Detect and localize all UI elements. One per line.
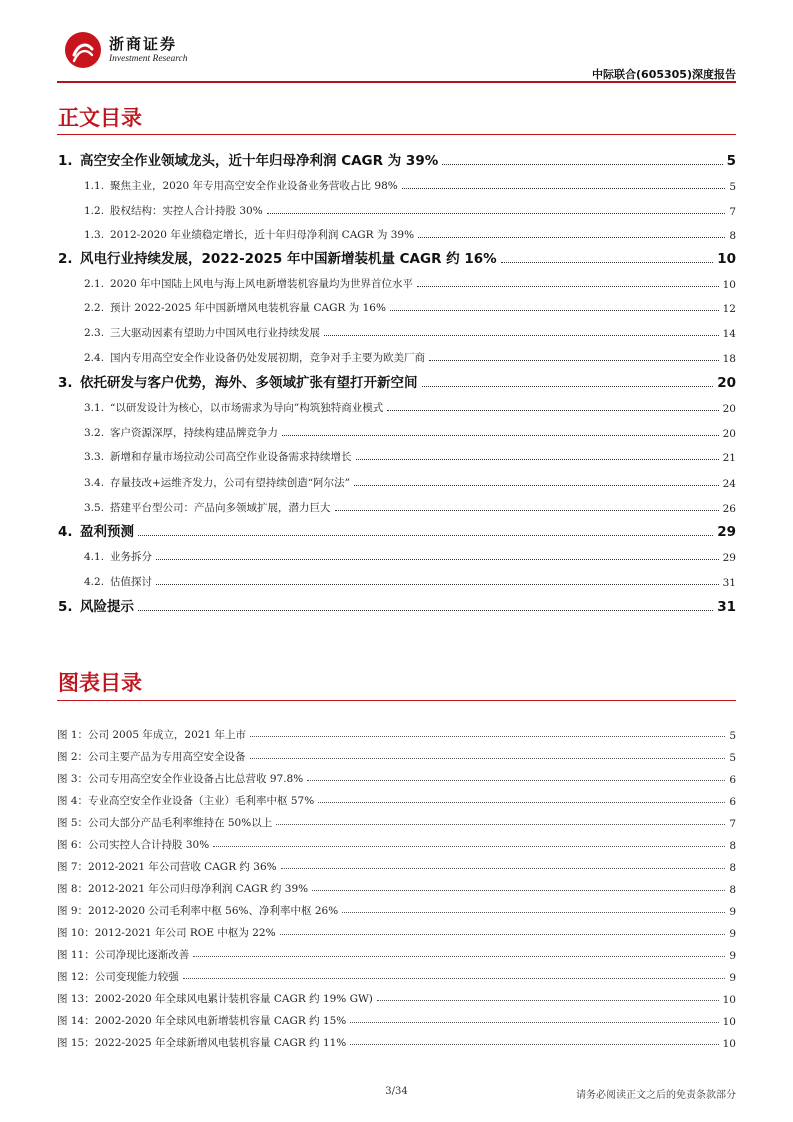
toc-subsection-label: 预计 2022-2025 年中国新增风电装机容量 CAGR 为 16% (110, 302, 386, 314)
toc-page-number: 31 (722, 577, 736, 589)
toc-subsection-2-2[interactable] (84, 295, 736, 315)
toc-leader (280, 934, 726, 935)
toc-section-number: 2. (58, 251, 73, 267)
toc-subsection-label: 存量技改+运维齐发力，公司有望持续创造“阿尔法” (110, 477, 351, 489)
toc-page-number: 5 (726, 153, 736, 169)
toc-subsection-number: 3.2. (84, 427, 105, 439)
figure-entry-12[interactable] (57, 964, 736, 984)
toc-page-number: 12 (722, 303, 736, 315)
toc-subsection-2-3[interactable] (84, 320, 736, 340)
figure-entry-7[interactable] (57, 854, 736, 874)
toc-leader (307, 780, 725, 781)
toc-page-number: 18 (722, 353, 736, 365)
figure-entry-label: 图 8：2012-2021 年公司归母净利润 CAGR 约 39% (57, 883, 309, 895)
toc-subsection-4-1[interactable] (84, 544, 736, 564)
figure-entry-10[interactable] (57, 920, 736, 940)
toc-leader (281, 868, 726, 869)
figure-entry-label: 图 13：2002-2020 年全球风电累计装机容量 CAGR 约 19% GW) (57, 993, 373, 1005)
toc-subsection-label: 客户资源深厚，持续构建品牌竞争力 (110, 427, 278, 439)
toc-subsection-label: 业务拆分 (110, 551, 152, 563)
figure-entry-label: 图 6：公司实控人合计持股 30% (57, 839, 210, 851)
figure-entry-page: 9 (729, 906, 736, 918)
toc-page-number: 5 (729, 181, 736, 193)
toc-subsection-number: 2.1. (84, 278, 105, 290)
toc-leader (213, 846, 725, 847)
toc-subsection-number: 3.5. (84, 502, 105, 514)
toc-section-label: 高空安全作业领域龙头，近十年归母净利润 CAGR 为 39% (80, 153, 439, 169)
toc-leader (350, 1022, 718, 1023)
figure-entry-15[interactable] (57, 1030, 736, 1050)
toc-section-number: 4. (58, 524, 73, 540)
toc-subsection-number: 1.2. (84, 205, 105, 217)
toc-subsection-label: 股权结构：实控人合计持股 30% (110, 205, 263, 217)
figure-entry-5[interactable] (57, 810, 736, 830)
page-number: 3/34 (385, 1086, 408, 1097)
toc-leader (267, 213, 726, 214)
brand-name: 浙商证券 (109, 35, 178, 53)
toc-leader (156, 559, 719, 560)
toc-subsection-label: 2020 年中国陆上风电与海上风电新增装机容量均为世界首位水平 (110, 278, 414, 290)
toc-section-number: 1. (58, 153, 73, 169)
toc-subsection-1-2[interactable] (84, 198, 736, 218)
figures-title: 图表目录 (58, 671, 142, 695)
toc-subsection-number: 2.2. (84, 302, 105, 314)
figure-entry-page: 8 (729, 884, 736, 896)
figure-entry-page: 10 (722, 1038, 736, 1050)
toc-subsection-3-5[interactable] (84, 495, 736, 515)
figure-entry-page: 9 (729, 972, 736, 984)
figure-entry-label: 图 4：专业高空安全作业设备（主业）毛利率中枢 57% (57, 795, 315, 807)
toc-title-divider (57, 134, 736, 135)
toc-page-number: 8 (729, 230, 736, 242)
figure-entry-label: 图 15：2022-2025 年全球新增风电装机容量 CAGR 约 11% (57, 1037, 347, 1049)
toc-subsection-2-1[interactable] (84, 271, 736, 291)
toc-section-label: 依托研发与客户优势，海外、多领域扩张有望打开新空间 (80, 375, 418, 391)
figure-entry-11[interactable] (57, 942, 736, 962)
toc-leader (335, 510, 719, 511)
toc-subsection-label: 搭建平台型公司：产品向多领域扩展，潜力巨大 (110, 502, 331, 514)
figures-title-divider (57, 700, 736, 701)
toc-section-number: 3. (58, 375, 73, 391)
toc-page-number: 31 (717, 599, 736, 615)
toc-leader (387, 410, 718, 411)
figure-entry-3[interactable] (57, 766, 736, 786)
toc-section-number: 5. (58, 599, 73, 615)
toc-leader (138, 535, 713, 536)
figure-entry-page: 5 (729, 730, 736, 742)
figure-entry-page: 9 (729, 928, 736, 940)
toc-page-number: 7 (729, 206, 736, 218)
toc-subsection-label: 2012-2020 年业绩稳定增长，近十年归母净利润 CAGR 为 39% (110, 229, 415, 241)
toc-section-5[interactable] (58, 593, 736, 615)
toc-subsection-3-3[interactable] (84, 444, 736, 464)
toc-leader (183, 978, 726, 979)
toc-page-number: 24 (722, 478, 736, 490)
toc-subsection-3-2[interactable] (84, 420, 736, 440)
toc-page-number: 20 (722, 403, 736, 415)
figure-entry-label: 图 14：2002-2020 年全球风电新增装机容量 CAGR 约 15% (57, 1015, 347, 1027)
toc-page-number: 10 (722, 279, 736, 291)
report-tag: 中际联合(605305)深度报告 (592, 68, 736, 81)
toc-leader (138, 610, 713, 611)
brand-subtitle: Investment Research (109, 54, 188, 64)
figure-entry-14[interactable] (57, 1008, 736, 1028)
toc-leader (418, 237, 725, 238)
toc-subsection-1-3[interactable] (84, 222, 736, 242)
toc-subsection-3-1[interactable] (84, 395, 736, 415)
toc-page-number: 20 (717, 375, 736, 391)
toc-subsection-number: 3.1. (84, 402, 105, 414)
toc-section-1[interactable] (58, 147, 736, 169)
toc-leader (350, 1044, 718, 1045)
toc-leader (501, 262, 714, 263)
toc-page-number: 29 (717, 524, 736, 540)
toc-page-number: 26 (722, 503, 736, 515)
header-divider (57, 81, 736, 83)
toc-leader (324, 335, 719, 336)
toc-leader (356, 459, 719, 460)
toc-leader (276, 824, 725, 825)
figure-entry-page: 10 (722, 1016, 736, 1028)
figure-entry-page: 6 (729, 796, 736, 808)
figure-entry-label: 图 2：公司主要产品为专用高空安全设备 (57, 751, 246, 763)
toc-leader (390, 310, 719, 311)
toc-subsection-label: 聚焦主业，2020 年专用高空安全作业设备业务营收占比 98% (110, 180, 398, 192)
figure-entry-page: 8 (729, 862, 736, 874)
figure-entry-4[interactable] (57, 788, 736, 808)
figure-entry-page: 6 (729, 774, 736, 786)
toc-leader (193, 956, 725, 957)
toc-section-label: 风电行业持续发展，2022-2025 年中国新增装机量 CAGR 约 16% (80, 251, 497, 267)
company-logo-icon (63, 30, 103, 70)
toc-page-number: 21 (722, 452, 736, 464)
figure-entry-label: 图 10：2012-2021 年公司 ROE 中枢为 22% (57, 927, 276, 939)
toc-subsection-label: 新增和存量市场拉动公司高空作业设备需求持续增长 (110, 451, 352, 463)
toc-section-3[interactable] (58, 369, 736, 391)
toc-leader (282, 435, 719, 436)
toc-subsection-number: 4.1. (84, 551, 105, 563)
toc-subsection-1-1[interactable] (84, 173, 736, 193)
toc-leader (250, 758, 726, 759)
toc-leader (429, 360, 719, 361)
figure-entry-6[interactable] (57, 832, 736, 852)
figure-entry-8[interactable] (57, 876, 736, 896)
figure-entry-1[interactable] (57, 722, 736, 742)
figure-entry-9[interactable] (57, 898, 736, 918)
figure-entry-page: 7 (729, 818, 736, 830)
figure-entry-label: 图 1：公司 2005 年成立，2021 年上市 (57, 729, 246, 741)
toc-subsection-number: 1.3. (84, 229, 105, 241)
page-header (57, 30, 736, 85)
toc-leader (156, 584, 719, 585)
figure-entry-page: 9 (729, 950, 736, 962)
toc-leader (402, 188, 726, 189)
toc-subsection-4-2[interactable] (84, 569, 736, 589)
toc-subsection-number: 4.2. (84, 576, 105, 588)
toc-subsection-number: 1.1. (84, 180, 105, 192)
toc-title: 正文目录 (58, 106, 142, 130)
toc-page-number: 14 (722, 328, 736, 340)
toc-subsection-number: 2.4. (84, 352, 105, 364)
toc-subsection-3-4[interactable] (84, 470, 736, 490)
toc-section-2[interactable] (58, 245, 736, 267)
toc-subsection-2-4[interactable] (84, 345, 736, 365)
disclaimer-note: 请务必阅读正文之后的免责条款部分 (576, 1090, 736, 1101)
toc-page-number: 29 (722, 552, 736, 564)
toc-leader (312, 890, 725, 891)
toc-page-number: 10 (717, 251, 736, 267)
figure-entry-label: 图 7：2012-2021 年公司营收 CAGR 约 36% (57, 861, 277, 873)
figure-entry-page: 8 (729, 840, 736, 852)
toc-leader (442, 164, 722, 165)
toc-leader (342, 912, 725, 913)
figure-entry-label: 图 5：公司大部分产品毛利率维持在 50%以上 (57, 817, 273, 829)
figure-entry-page: 10 (722, 994, 736, 1006)
toc-leader (377, 1000, 719, 1001)
toc-leader (354, 485, 719, 486)
toc-page-number: 20 (722, 428, 736, 440)
toc-subsection-number: 3.3. (84, 451, 105, 463)
toc-subsection-label: “以研发设计为核心，以市场需求为导向”构筑独特商业模式 (110, 402, 384, 414)
toc-subsection-label: 三大驱动因素有望助力中国风电行业持续发展 (110, 327, 320, 339)
figure-entry-label: 图 12：公司变现能力较强 (57, 971, 179, 983)
figure-entry-label: 图 3：公司专用高空安全作业设备占比总营收 97.8% (57, 773, 304, 785)
toc-section-4[interactable] (58, 518, 736, 540)
toc-leader (417, 286, 719, 287)
toc-leader (318, 802, 725, 803)
figure-entry-label: 图 11：公司净现比逐渐改善 (57, 949, 190, 961)
toc-subsection-label: 估值探讨 (110, 576, 152, 588)
toc-section-label: 盈利预测 (80, 524, 134, 540)
figure-entry-2[interactable] (57, 744, 736, 764)
toc-section-label: 风险提示 (80, 599, 134, 615)
toc-leader (250, 736, 725, 737)
toc-subsection-label: 国内专用高空安全作业设备仍处发展初期，竞争对手主要为欧美厂商 (110, 352, 425, 364)
toc-subsection-number: 2.3. (84, 327, 105, 339)
figure-entry-page: 5 (729, 752, 736, 764)
toc-subsection-number: 3.4. (84, 477, 105, 489)
figure-entry-label: 图 9：2012-2020 公司毛利率中枢 56%、净利率中枢 26% (57, 905, 339, 917)
figure-entry-13[interactable] (57, 986, 736, 1006)
toc-leader (422, 386, 714, 387)
